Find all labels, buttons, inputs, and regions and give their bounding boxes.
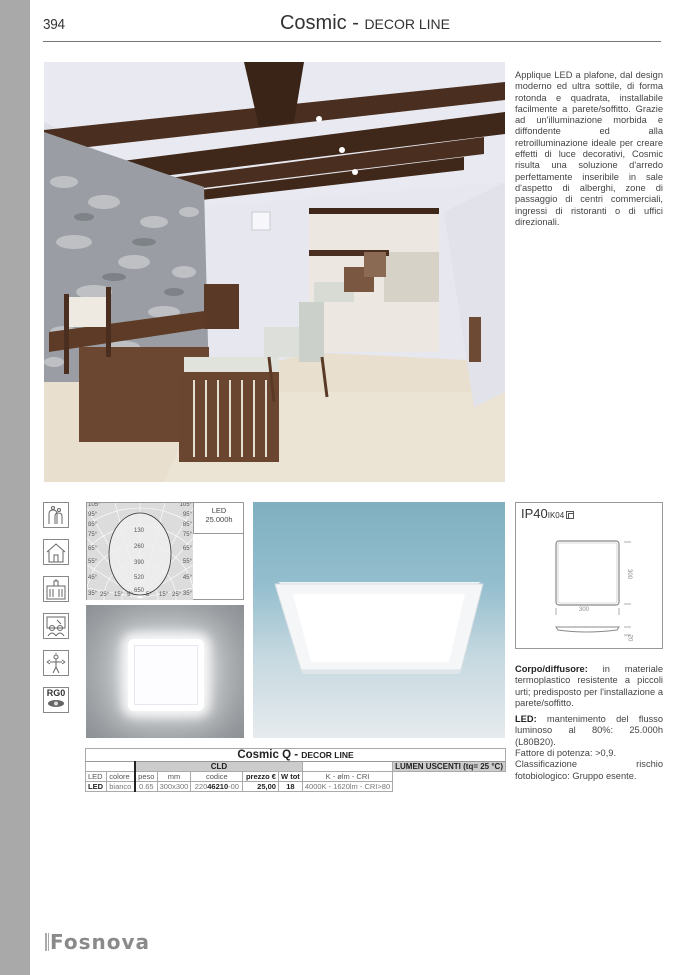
cell-codice: 22046210-00 (191, 782, 243, 792)
cell-peso: 0.65 (135, 782, 157, 792)
product-photo-perspective (253, 502, 505, 738)
side-stripe (0, 0, 30, 975)
cell-colore: bianco (107, 782, 135, 792)
col-mm: mm (157, 772, 191, 782)
hotel-application-icon (43, 502, 69, 528)
residential-application-icon (43, 539, 69, 565)
col-led: LED (86, 772, 107, 782)
width-dimension: 300 (579, 607, 590, 613)
table-title: Cosmic Q - DECOR LINE (86, 749, 506, 762)
wall-ceiling-mount-icon (43, 650, 69, 676)
logo-mark-icon (45, 933, 49, 951)
power-factor: Fattore di potenza: >0,9. (515, 748, 617, 759)
body-spec (515, 664, 663, 709)
col-peso: peso (135, 772, 157, 782)
led-spec (515, 714, 663, 782)
cell-wtot: 18 (278, 782, 302, 792)
table-header-row (86, 772, 506, 782)
led-label: LED (211, 506, 227, 515)
group-cld: CLD (135, 762, 302, 772)
commercial-building-icon (43, 576, 69, 602)
photometric-diagram (86, 502, 244, 600)
cell-led: LED (86, 782, 107, 792)
col-colore: colore (107, 772, 135, 782)
brand-logo (45, 930, 150, 954)
cell-prezzo: 25,00 (243, 782, 279, 792)
header-rule (43, 41, 661, 42)
cell-mm: 300x300 (157, 782, 191, 792)
table-row (86, 782, 506, 792)
rg0-photobiological-icon (43, 687, 69, 713)
ik-value: IK04 (547, 511, 565, 520)
body-spec-text: in materiale termoplastico resistente a piccoli urti; predisposto per l'installazione a parete/soffitto. (515, 664, 663, 708)
col-prezzo: prezzo € (243, 772, 279, 782)
dimension-drawing (516, 503, 664, 650)
photobiological-class: Classificazione rischio fotobiologico: Gruppo esente. (515, 759, 663, 781)
product-photo-front-lit (86, 605, 244, 738)
depth-dimension: 20 (626, 634, 633, 642)
eye-icon (46, 699, 66, 708)
technical-specs (515, 664, 663, 787)
group-lumen: LUMEN USCENTI (tq= 25 °C) (393, 762, 506, 772)
rg0-label: RG0 (46, 688, 66, 698)
product-spec-table (85, 748, 506, 792)
polar-curve: 105° 95° 85° 75° 65° 55° 45° 35° 105° 95° 85° 75° 65° 55° 45° 35° 25° 15° 5° 5° 15° 25° 130 260 390 520 650 (87, 503, 193, 600)
led-spec-text: mantenimento del flusso luminoso al 80%: 25.000h (L80B20). (515, 714, 663, 747)
dimensions-box (515, 502, 663, 649)
page-title (0, 12, 700, 35)
application-icons (43, 502, 69, 713)
table-title-row (86, 749, 506, 762)
title-separator: - (346, 12, 365, 34)
led-lifetime-box (193, 503, 244, 534)
page-number: 394 (43, 16, 65, 33)
body-spec-label: Corpo/diffusore: (515, 664, 588, 674)
product-description: Applique LED a plafone, dal design moderno ed ultra sottile, di forma rotonda e quadrata, installabile facilmente a parete/soffitto. Grazie ad un'illuminazione morbida e diffondente ed alla retroilluminazione ideale per creare effetti di luce decorativi, Cosmic risulta una soluzione d'arredo perfettamente inseribile in sale d'aspetto di alberghi, zone di passaggio di centri commerciali, ingressi di ristoranti o di uffici direzionali. (515, 70, 663, 227)
product-line: DECOR LINE (364, 16, 451, 32)
col-wtot: W tot (278, 772, 302, 782)
led-spec-label: LED: (515, 714, 537, 725)
ip-value: IP40 (521, 506, 548, 521)
brand-name: Fosnova (50, 930, 151, 954)
col-lumen: K - ølm - CRI (302, 772, 392, 782)
product-name: Cosmic (279, 12, 347, 34)
table-group-row (86, 762, 506, 772)
lifetime-value: 25.000h (205, 515, 233, 524)
hero-interior-photo (44, 62, 505, 482)
height-dimension: 300 (626, 568, 633, 580)
col-codice: codice (191, 772, 243, 782)
office-people-icon (43, 613, 69, 639)
cell-lumen: 4000K - 1620lm - CRI>80 (302, 782, 392, 792)
